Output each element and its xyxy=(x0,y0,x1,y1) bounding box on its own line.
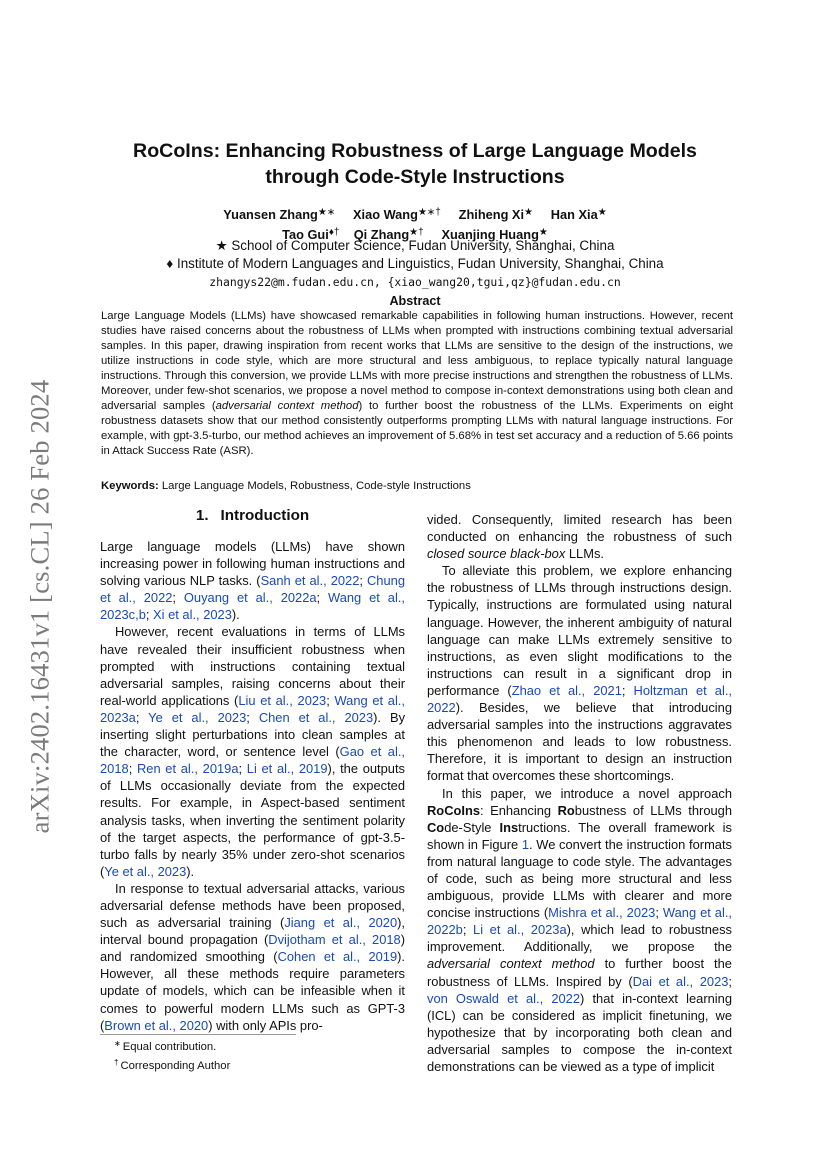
paragraph-text: tructions. The overall framework is shown in Figure xyxy=(427,819,732,852)
citation-link[interactable]: Ouyang et al., 2022a xyxy=(183,590,317,606)
citation-link[interactable]: Jiang et al., 2020 xyxy=(284,915,398,931)
citation-link[interactable]: Wang et al., 2022b xyxy=(427,905,733,938)
section-heading-introduction xyxy=(100,506,405,526)
footnote-mark: † xyxy=(114,1058,119,1068)
intro-paragraph-continued xyxy=(427,511,732,562)
citation-separator: ; xyxy=(238,761,247,777)
citation-separator: ; xyxy=(128,761,137,777)
citation-separator: ; xyxy=(728,973,732,989)
paragraph-text: ), interval bound propagation ( xyxy=(100,915,406,948)
citation-link[interactable]: Ren et al., 2019a xyxy=(136,761,239,777)
intro-paragraph-5 xyxy=(427,785,732,1076)
keywords-text: Large Language Models, Robustness, Code-style Instructions xyxy=(158,480,471,492)
bold-letters: Ro xyxy=(557,802,575,818)
paragraph-emphasis: closed source black-box xyxy=(427,546,566,562)
citation-separator: ; xyxy=(462,922,474,938)
intro-paragraph-3 xyxy=(100,880,405,1034)
section-title: Introduction xyxy=(220,507,310,524)
author-affiliation-mark: ★† xyxy=(409,227,424,238)
citation-separator: ; xyxy=(135,709,149,725)
paragraph-text: bustness of LLMs through xyxy=(574,802,732,818)
citation-separator: ; xyxy=(359,573,367,589)
author-name: Zhiheng Xi xyxy=(458,207,525,222)
affiliation-star-mark: ★ xyxy=(215,238,228,253)
affiliation-2 xyxy=(90,255,740,273)
title-line-2: through Code-Style Instructions xyxy=(265,166,565,188)
bold-letters: Co xyxy=(427,819,445,835)
intro-paragraph-1 xyxy=(100,538,405,623)
bold-letters: CoIns xyxy=(444,802,480,818)
paragraph-text: ) and randomized smoothing ( xyxy=(100,932,405,965)
paragraph-text: In response to textual adversarial attacks, various adversarial defense methods have been proposed, such as adversarial training ( xyxy=(100,880,405,931)
author-name: Yuansen Zhang xyxy=(223,207,318,222)
citation-link[interactable]: Wang et al., 2023a xyxy=(100,692,405,725)
citation-link[interactable]: Liu et al., 2023 xyxy=(238,692,327,708)
left-column xyxy=(100,538,405,1034)
citation-link[interactable]: Ye et al., 2023 xyxy=(104,863,187,879)
paragraph-text: de-Style xyxy=(444,819,500,835)
citation-link[interactable]: Cohen et al., 2019 xyxy=(277,949,398,965)
paragraph-text: ). By inserting slight perturbations into clean samples at the character, word, or sentence level ( xyxy=(100,709,406,760)
author-name: Tao Gui xyxy=(282,227,329,242)
footnote-1 xyxy=(114,1036,404,1055)
affiliation-1 xyxy=(90,237,740,255)
citation-separator: ; xyxy=(621,682,634,698)
citation-link[interactable]: Dvijotham et al., 2018 xyxy=(268,932,401,948)
footnote-divider xyxy=(100,1034,296,1035)
bold-letters: Ins xyxy=(499,819,519,835)
author-affiliation-mark: ★∗† xyxy=(417,207,441,218)
citation-separator: ; xyxy=(316,590,329,606)
keywords-line xyxy=(101,479,733,494)
citation-separator: ; xyxy=(172,590,184,606)
abstract-heading: Abstract xyxy=(389,294,441,308)
paragraph-text: : Enhancing xyxy=(480,802,558,818)
paragraph-text: . We convert the instruction formats from natural language to code style. The advantages of code, such as being more structural and less ambiguous, provide LLMs with clearer and more concise instructions ( xyxy=(427,836,733,921)
affiliation-diamond-mark: ♦ xyxy=(166,256,174,271)
footnote-2 xyxy=(114,1055,404,1074)
author-emails: zhangys22@m.fudan.edu.cn, {xiao_wang20,tgui,qz}@fudan.edu.cn xyxy=(209,275,621,289)
citation-link[interactable]: Chung et al., 2022 xyxy=(100,573,405,606)
paragraph-text: LLMs. xyxy=(565,546,604,562)
author-name: Xuanjing Huang xyxy=(441,227,539,242)
citation-link[interactable]: Holtzman et al., 2022 xyxy=(427,682,733,716)
paragraph-text: ). However, all these methods require parameters update of models, which can be infeasible when it comes to powerful modern LLMs such as GPT-3 ( xyxy=(100,949,406,1033)
intro-paragraph-2 xyxy=(100,623,405,879)
paragraph-text: Large language models (LLMs) have shown increasing power in following human instructions and solving various NLP tasks. ( xyxy=(100,539,405,589)
citation-separator: ; xyxy=(145,607,154,623)
affiliation-2-text: Institute of Modern Languages and Linguistics, Fudan University, Shanghai, China xyxy=(177,256,664,271)
bold-letters: Ro xyxy=(427,802,445,818)
abstract-text-part: Large Language Models (LLMs) have showcased remarkable capabilities in following human instructions. However, recent studies have raised concerns about the robustness of LLMs when prompted with instructions combining textual adversarial samples. In this paper, drawing inspiration from recent works that LLMs are sensitive to the design of the instructions, we utilize instructions in code style, which are more structural and less ambiguous, to replace typically natural language instructions. Through this conversion, we provide LLMs with more precise instructions and strengthen the robustness of LLMs. Moreover, under few-shot scenarios, we propose a novel method to compose in-context demonstrations using both clean and adversarial samples ( xyxy=(101,310,733,413)
citation-link[interactable]: Ye et al., 2023 xyxy=(148,709,247,725)
citation-link[interactable]: von Oswald et al., 2022 xyxy=(427,990,580,1006)
paragraph-text: ). Besides, we believe that introducing adversarial samples into the instructions aggravates this phenomenon and leads to low robustness. Therefore, it is important to design an instruction format that overcomes these shortcomings. xyxy=(427,700,732,784)
citation-link[interactable]: Li et al., 2023a xyxy=(473,922,567,938)
author-name: Han Xia xyxy=(550,207,598,222)
right-column xyxy=(427,511,732,1075)
paragraph-text: ) that in-context learning (ICL) can be considered as implicit finetuning, we hypothesize that by incorporating both clean and adversarial samples to compose the in-context demonstrations can be viewed as a type of implicit xyxy=(427,990,732,1074)
author-affiliation-mark: ★ xyxy=(524,207,533,218)
arxiv-stamp-text: arXiv:2402.16431v1 [cs.CL] 26 Feb 2024 xyxy=(24,379,55,833)
figure-reference-link[interactable]: 1 xyxy=(521,836,530,852)
citation-separator: ; xyxy=(326,692,335,708)
paragraph-text: ) with only APIs pro- xyxy=(208,1017,323,1033)
citation-link[interactable]: Chen et al., 2023 xyxy=(258,709,374,725)
citation-link[interactable]: Sanh et al., 2022 xyxy=(260,573,360,589)
author-affiliation-mark: ★ xyxy=(597,207,607,218)
paragraph-text: ), which lead to robustness improvement. Additionally, we propose the xyxy=(427,922,732,955)
footnote-text: Equal contribution. xyxy=(122,1041,217,1053)
footnote-mark: ∗ xyxy=(114,1039,121,1048)
author-affiliation-mark: ★∗ xyxy=(317,207,336,218)
citation-link[interactable]: Dai et al., 2023 xyxy=(632,973,729,989)
arxiv-identifier-stamp xyxy=(20,365,60,847)
citation-separator: ; xyxy=(246,709,259,725)
author-line-1 xyxy=(100,204,730,224)
paragraph-text: In this paper, we introduce a novel approach xyxy=(442,785,732,801)
citation-link[interactable]: Li et al., 2019 xyxy=(246,761,328,777)
paragraph-text: ), the outputs of LLMs occasionally deviate from the expected results. For example, in Aspect-based sentiment analysis tasks, when inverting the sentiment polarity of the target aspects, the performance of gpt-3.5-turbo falls by nearly 35% under zero-shot scenarios ( xyxy=(100,761,405,879)
paragraph-text: vided. Consequently, limited research has been conducted on enhancing the robustness of such xyxy=(427,512,732,545)
citation-separator: ; xyxy=(655,905,663,921)
citation-link[interactable]: Wang et al., 2023c,b xyxy=(100,590,405,623)
abstract-emphasis: adversarial context method xyxy=(215,400,359,413)
keywords-label: Keywords: xyxy=(101,480,159,492)
footnotes xyxy=(114,1036,404,1075)
title-line-1: RoCoIns: Enhancing Robustness of Large Language Models xyxy=(133,140,697,162)
paragraph-text: ). xyxy=(186,863,195,879)
citation-link[interactable]: Gao et al., 2018 xyxy=(100,744,405,777)
abstract-text-part: ) to further boost the robustness of the LLMs. Experiments on eight robustness datasets show that our method consistently outperforms prompting LLMs with natural language instructions. For example, with gpt-3.5-turbo, our method achieves an improvement of 5.68% in test set accuracy and a reduction of 5.66 points in Attack Success Rate (ASR). xyxy=(101,400,733,458)
author-name: Qi Zhang xyxy=(353,227,410,242)
paragraph-text: ). xyxy=(231,607,240,623)
footnote-text: Corresponding Author xyxy=(120,1060,231,1073)
citation-link[interactable]: Zhao et al., 2021 xyxy=(511,682,622,698)
abstract-body xyxy=(101,309,733,459)
author-affiliation-mark: ★ xyxy=(538,227,548,238)
paragraph-text: To alleviate this problem, we explore enhancing the robustness of LLMs through instructions design. Typically, instructions are formulated using natural language. However, the inherent ambiguity of natural language can make LLMs extremely sensitive to instructions, as even slight modifications to the instructions can result in a significant drop in performance ( xyxy=(427,563,732,698)
section-number: 1. xyxy=(195,507,209,524)
intro-paragraph-4 xyxy=(427,562,732,784)
paragraph-text: to further boost the robustness of LLMs. Inspired by ( xyxy=(427,956,732,989)
citation-link[interactable]: Xi et al., 2023 xyxy=(153,607,232,623)
citation-link[interactable]: Mishra et al., 2023 xyxy=(548,905,656,921)
paper-title xyxy=(80,138,750,190)
paragraph-emphasis: adversarial context method xyxy=(427,956,595,972)
citation-link[interactable]: Brown et al., 2020 xyxy=(104,1017,209,1033)
paragraph-text: However, recent evaluations in terms of LLMs have revealed their insufficient robustness when prompted with instructions containing textual adversarial samples, raising concerns about their real-world applications ( xyxy=(100,624,405,708)
author-affiliation-mark: ♦† xyxy=(328,227,340,238)
affiliation-1-text: School of Computer Science, Fudan University, Shanghai, China xyxy=(231,238,615,253)
author-name: Xiao Wang xyxy=(353,207,418,222)
